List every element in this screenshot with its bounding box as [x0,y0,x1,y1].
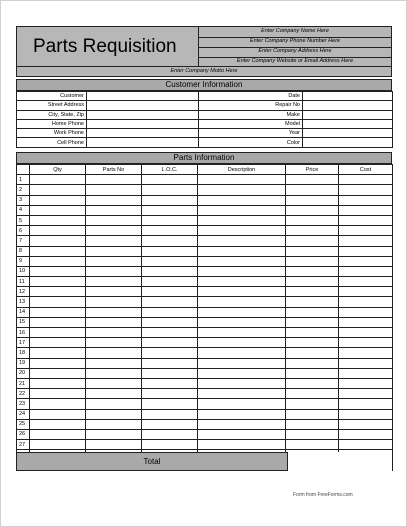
qty-cell[interactable] [30,429,86,439]
table-row [17,368,393,378]
cost-cell[interactable] [339,266,393,276]
total-field[interactable] [287,452,392,471]
price-cell[interactable] [286,419,339,429]
loc-cell[interactable] [142,205,198,215]
cost-cell[interactable] [339,277,393,287]
table-row [17,378,393,388]
model-field[interactable] [303,119,393,128]
table-row [17,389,393,399]
cost-cell[interactable] [339,419,393,429]
qty-cell[interactable] [30,338,86,348]
loc-cell[interactable] [142,195,198,205]
price-cell[interactable] [286,399,339,409]
work-phone-field[interactable] [87,129,199,138]
description-cell[interactable] [198,409,286,419]
table-row [17,175,393,185]
cost-cell[interactable] [339,358,393,368]
title-box [16,26,199,67]
loc-cell[interactable] [142,389,198,399]
loc-cell[interactable] [142,246,198,256]
description-cell[interactable] [198,419,286,429]
cell-phone-label: Cell Phone [17,138,87,147]
cost-cell[interactable] [339,328,393,338]
row-number: 18 [17,348,30,358]
row-number: 3 [17,195,30,205]
description-cell[interactable] [198,317,286,327]
price-cell[interactable] [286,317,339,327]
parts-no-cell[interactable] [86,175,142,185]
description-cell[interactable] [198,368,286,378]
qty-cell[interactable] [30,389,86,399]
description-cell[interactable] [198,175,286,185]
loc-cell[interactable] [142,266,198,276]
parts-no-cell[interactable] [86,358,142,368]
description-cell[interactable] [198,348,286,358]
street-address-label: Street Address [17,101,87,110]
description-cell[interactable] [198,399,286,409]
row-number: 13 [17,297,30,307]
cost-cell[interactable] [339,429,393,439]
cost-cell[interactable] [339,236,393,246]
parts-no-cell[interactable] [86,236,142,246]
parts-no-cell[interactable] [86,246,142,256]
price-cell[interactable] [286,256,339,266]
description-cell[interactable] [198,185,286,195]
cost-cell[interactable] [339,378,393,388]
table-row [17,195,393,205]
table-row [17,236,393,246]
price-cell[interactable] [286,440,339,450]
description-cell[interactable] [198,328,286,338]
cost-cell[interactable] [339,348,393,358]
cost-cell[interactable] [339,215,393,225]
page-title: Parts Requisition [33,36,177,57]
description-cell[interactable] [198,297,286,307]
price-cell[interactable] [286,236,339,246]
parts-no-cell[interactable] [86,266,142,276]
make-label: Make [199,110,303,119]
price-cell[interactable] [286,175,339,185]
parts-no-cell[interactable] [86,226,142,236]
table-row [17,328,393,338]
qty-cell[interactable] [30,358,86,368]
price-cell[interactable] [286,297,339,307]
color-label: Color [199,138,303,147]
description-cell[interactable] [198,389,286,399]
loc-cell[interactable] [142,307,198,317]
table-row [17,277,393,287]
home-phone-field[interactable] [87,119,199,128]
customer-row [17,129,393,138]
qty-cell[interactable] [30,328,86,338]
table-row [17,215,393,225]
parts-no-header: Parts No [86,165,142,175]
price-cell[interactable] [286,215,339,225]
price-cell[interactable] [286,338,339,348]
loc-cell[interactable] [142,338,198,348]
cost-cell[interactable] [339,409,393,419]
cost-cell[interactable] [339,368,393,378]
description-cell[interactable] [198,358,286,368]
qty-cell[interactable] [30,215,86,225]
customer-label: Customer [17,92,87,101]
loc-cell[interactable] [142,328,198,338]
description-cell[interactable] [198,256,286,266]
table-row [17,409,393,419]
cost-cell[interactable] [339,338,393,348]
loc-cell[interactable] [142,409,198,419]
loc-cell[interactable] [142,185,198,195]
row-number: 21 [17,378,30,388]
home-phone-label: Home Phone [17,119,87,128]
row-number: 15 [17,317,30,327]
company-website-field[interactable]: Enter Company Website or Email Address Here [236,58,354,64]
cost-cell[interactable] [339,440,393,450]
description-cell[interactable] [198,338,286,348]
year-label: Year [199,129,303,138]
customer-row [17,92,393,101]
footer-brand[interactable]: Form from FreeForms.com [293,492,353,498]
qty-cell[interactable] [30,419,86,429]
qty-cell[interactable] [30,307,86,317]
description-cell[interactable] [198,440,286,450]
table-row [17,429,393,439]
loc-cell[interactable] [142,429,198,439]
parts-no-cell[interactable] [86,256,142,266]
total-bar [16,452,392,471]
parts-no-cell[interactable] [86,328,142,338]
row-number: 5 [17,215,30,225]
loc-cell[interactable] [142,399,198,409]
table-row [17,226,393,236]
qty-cell[interactable] [30,378,86,388]
description-cell[interactable] [198,378,286,388]
price-cell[interactable] [286,277,339,287]
description-cell[interactable] [198,287,286,297]
price-cell[interactable] [286,205,339,215]
city-state-zip-field[interactable] [87,110,199,119]
price-cell[interactable] [286,348,339,358]
qty-cell[interactable] [30,266,86,276]
repair-no-field[interactable] [303,101,393,110]
cost-cell[interactable] [339,195,393,205]
row-number: 10 [17,266,30,276]
qty-cell[interactable] [30,348,86,358]
year-field[interactable] [303,129,393,138]
loc-cell[interactable] [142,287,198,297]
loc-cell[interactable] [142,215,198,225]
qty-header: Qty [30,165,86,175]
parts-no-cell[interactable] [86,195,142,205]
cost-cell[interactable] [339,317,393,327]
loc-cell[interactable] [142,175,198,185]
loc-cell[interactable] [142,358,198,368]
parts-no-cell[interactable] [86,307,142,317]
company-motto-field[interactable]: Enter Company Motto Here [16,66,392,77]
total-label: Total [143,457,161,466]
price-cell[interactable] [286,287,339,297]
price-cell[interactable] [286,307,339,317]
customer-row [17,119,393,128]
qty-cell[interactable] [30,175,86,185]
price-cell[interactable] [286,328,339,338]
customer-row [17,101,393,110]
cost-cell[interactable] [339,246,393,256]
row-number: 23 [17,399,30,409]
description-cell[interactable] [198,277,286,287]
parts-no-cell[interactable] [86,419,142,429]
parts-no-cell[interactable] [86,215,142,225]
row-number: 24 [17,409,30,419]
row-number: 17 [17,338,30,348]
row-number: 16 [17,328,30,338]
cell-phone-field[interactable] [87,138,199,147]
company-name-field[interactable]: Enter Company Name Here [199,27,391,38]
city-state-zip-label: City, State, Zip [17,110,87,119]
description-cell[interactable] [198,205,286,215]
qty-cell[interactable] [30,195,86,205]
cost-cell[interactable] [339,256,393,266]
cost-cell[interactable] [339,205,393,215]
color-field[interactable] [303,138,393,147]
qty-cell[interactable] [30,287,86,297]
description-cell[interactable] [198,429,286,439]
customer-row [17,110,393,119]
cost-cell[interactable] [339,297,393,307]
price-cell[interactable] [286,195,339,205]
street-address-field[interactable] [87,101,199,110]
cost-cell[interactable] [339,175,393,185]
customer-section-title: Customer Information [16,79,392,91]
price-cell[interactable] [286,246,339,256]
row-number: 11 [17,277,30,287]
row-number: 14 [17,307,30,317]
parts-no-cell[interactable] [86,348,142,358]
loc-cell[interactable] [142,368,198,378]
table-row [17,205,393,215]
price-cell[interactable] [286,389,339,399]
parts-no-cell[interactable] [86,440,142,450]
loc-cell[interactable] [142,440,198,450]
qty-cell[interactable] [30,246,86,256]
qty-cell[interactable] [30,440,86,450]
row-number: 12 [17,287,30,297]
loc-cell[interactable] [142,226,198,236]
parts-section-title: Parts Information [16,152,392,164]
cost-cell[interactable] [339,226,393,236]
qty-cell[interactable] [30,277,86,287]
row-number: 9 [17,256,30,266]
row-number: 8 [17,246,30,256]
table-row [17,399,393,409]
row-number: 27 [17,440,30,450]
loc-cell[interactable] [142,348,198,358]
customer-table [16,91,393,148]
parts-no-cell[interactable] [86,338,142,348]
description-cell[interactable] [198,195,286,205]
company-phone-field[interactable]: Enter Company Phone Number Here [199,37,391,48]
cost-cell[interactable] [339,185,393,195]
description-cell[interactable] [198,246,286,256]
qty-cell[interactable] [30,185,86,195]
cost-cell[interactable] [339,307,393,317]
price-cell[interactable] [286,368,339,378]
parts-table [16,164,393,471]
row-number: 25 [17,419,30,429]
cost-cell[interactable] [339,399,393,409]
row-number: 26 [17,429,30,439]
table-row [17,419,393,429]
make-field[interactable] [303,110,393,119]
row-number: 6 [17,226,30,236]
row-number: 4 [17,205,30,215]
parts-no-cell[interactable] [86,399,142,409]
table-row [17,440,393,450]
row-number: 19 [17,358,30,368]
parts-no-cell[interactable] [86,277,142,287]
parts-no-cell[interactable] [86,429,142,439]
price-cell[interactable] [286,409,339,419]
cost-header: Cost [339,165,393,175]
table-row [17,338,393,348]
table-row [17,266,393,276]
customer-row [17,138,393,147]
table-row [17,256,393,266]
loc-cell[interactable] [142,317,198,327]
description-cell[interactable] [198,307,286,317]
description-cell[interactable] [198,215,286,225]
qty-cell[interactable] [30,226,86,236]
qty-cell[interactable] [30,399,86,409]
date-field[interactable] [303,92,393,101]
cost-cell[interactable] [339,389,393,399]
row-number: 22 [17,389,30,399]
company-info [198,26,392,67]
work-phone-label: Work Phone [17,129,87,138]
table-row [17,317,393,327]
date-label: Date [199,92,303,101]
loc-cell[interactable] [142,419,198,429]
table-row [17,287,393,297]
price-cell[interactable] [286,185,339,195]
table-row [17,297,393,307]
table-row [17,185,393,195]
row-number: 20 [17,368,30,378]
loc-cell[interactable] [142,236,198,246]
loc-cell[interactable] [142,378,198,388]
customer-field[interactable] [87,92,199,101]
price-cell[interactable] [286,378,339,388]
parts-no-cell[interactable] [86,378,142,388]
row-number: 7 [17,236,30,246]
description-cell[interactable] [198,236,286,246]
price-cell[interactable] [286,226,339,236]
qty-cell[interactable] [30,297,86,307]
qty-cell[interactable] [30,368,86,378]
table-row [17,307,393,317]
company-address-field[interactable]: Enter Company Address Here [199,47,391,58]
parts-no-cell[interactable] [86,409,142,419]
qty-cell[interactable] [30,256,86,266]
qty-cell[interactable] [30,236,86,246]
price-cell[interactable] [286,358,339,368]
parts-header-row [17,165,393,175]
parts-no-cell[interactable] [86,297,142,307]
description-cell[interactable] [198,226,286,236]
qty-cell[interactable] [30,205,86,215]
row-number: 1 [17,175,30,185]
qty-cell[interactable] [30,409,86,419]
description-cell[interactable] [198,266,286,276]
table-row [17,358,393,368]
parts-no-cell[interactable] [86,205,142,215]
parts-no-cell[interactable] [86,368,142,378]
parts-no-cell[interactable] [86,287,142,297]
loc-cell[interactable] [142,256,198,266]
parts-no-cell[interactable] [86,389,142,399]
row-number-header [17,165,30,175]
parts-no-cell[interactable] [86,317,142,327]
description-header: Description [198,165,286,175]
qty-cell[interactable] [30,317,86,327]
table-row [17,246,393,256]
model-label: Model [199,119,303,128]
parts-no-cell[interactable] [86,185,142,195]
price-cell[interactable] [286,429,339,439]
row-number: 2 [17,185,30,195]
price-header: Price [286,165,339,175]
table-row [17,348,393,358]
loc-header: L.O.C. [142,165,198,175]
cost-cell[interactable] [339,287,393,297]
loc-cell[interactable] [142,277,198,287]
price-cell[interactable] [286,266,339,276]
repair-no-label: Repair No [199,101,303,110]
loc-cell[interactable] [142,297,198,307]
